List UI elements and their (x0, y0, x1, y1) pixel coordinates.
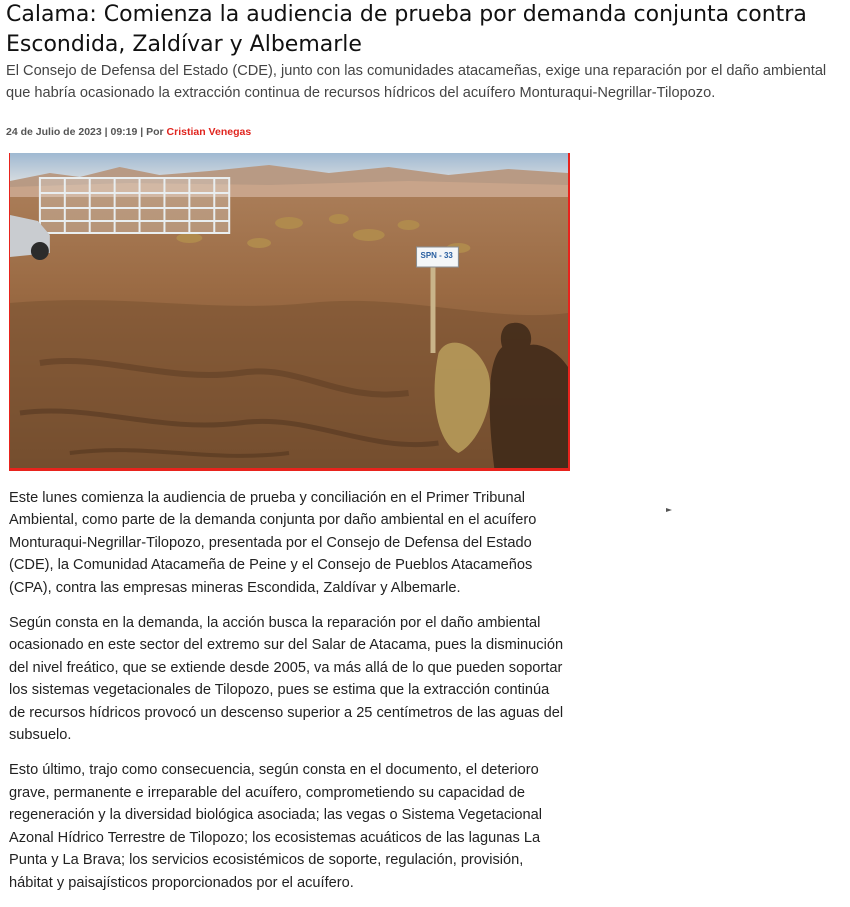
article-paragraph: Esto último, trajo como consecuencia, según consta en el documento, el deterioro grave, permanente e irreparable del acuífero, comprometiendo su capacidad de regeneración y la diversidad biológica asociada; las vegas o Sistema Vegetacional Azonal Hídrico Terrestre de Tilopozo; los ecosistemas acuáticos de las lagunas La Punta y La Brava; los servicios ecosistémicos de soporte, regulación, provisión, hábitat y paisajísticos proporcionados por el acuífero. (9, 762, 542, 891)
article-title: Calama: Comienza la audiencia de prueba por demanda conjunta contra Escondida, Zaldívar y Albemarle (6, 2, 807, 57)
desert-landscape-photo (10, 153, 568, 468)
article-body (9, 487, 569, 907)
sign-label: SPN - 33 (420, 250, 453, 261)
article-lead: El Consejo de Defensa del Estado (CDE), junto con las comunidades atacameñas, exige una reparación por el daño ambiental que habría ocasionado la extracción continua de recursos hídricos del acuífero Monturaqui-Negrillar-Tilopozo. (6, 63, 827, 101)
article-paragraph: Este lunes comienza la audiencia de prueba y conciliación en el Primer Tribunal Ambiental, como parte de la demanda conjunta por daño ambiental en el acuífero Monturaqui-Negrillar-Tilopozo, presentada por el Consejo de Defensa del Estado (CDE), la Comunidad Atacameña de Peine y el Consejo de Pueblos Atacameños (CPA), contra las empresas mineras Escondida, Zaldívar y Albemarle. (9, 490, 537, 596)
article-paragraph: Según consta en la demanda, la acción busca la reparación por el daño ambiental ocasionado en este sector del extremo sur del Salar de Atacama, pues la disminución del nivel freático, que se extiende desde 2005, va más allá de lo que pueden soportar los sistemas vegetacionales de Tilopozo, pues se estima que la extracción continúa de recursos hídricos provocó un descenso superior a 25 centímetros de las aguas del subsuelo. (9, 615, 564, 744)
article-photo (9, 153, 570, 471)
article-byline (6, 126, 251, 138)
article-date: 24 de Julio de 2023 | 09:19 | Por (6, 126, 167, 138)
author-link[interactable]: Cristian Venegas (166, 126, 252, 138)
cursor-icon (666, 507, 672, 513)
